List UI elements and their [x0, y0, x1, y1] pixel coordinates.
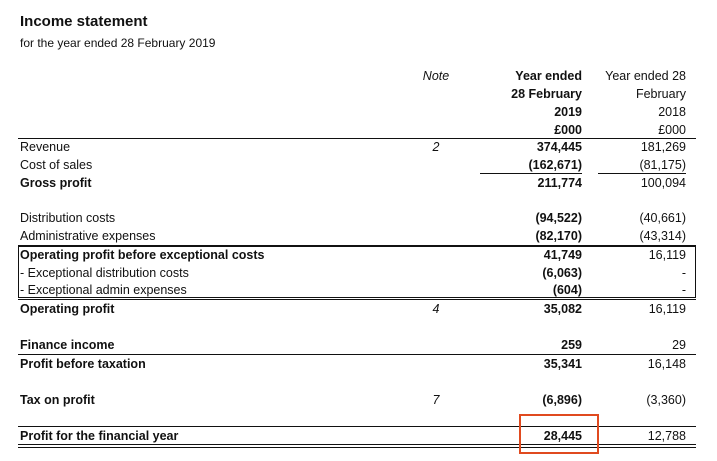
- row-current-value: (604): [552, 283, 582, 297]
- prior-year-header-line: February: [635, 87, 686, 101]
- row-label: Distribution costs: [20, 211, 116, 225]
- table-row-exceptional-admin: [0, 281, 717, 299]
- row-prior-value: 16,148: [647, 357, 686, 371]
- row-note: 7: [432, 393, 440, 407]
- row-prior-value: 29: [672, 338, 686, 352]
- current-year-header-line: 2019: [554, 105, 582, 119]
- row-prior-value: 12,788: [647, 429, 686, 443]
- row-prior-value: (43,314): [639, 229, 686, 243]
- row-note: 4: [432, 302, 440, 316]
- row-current-value: (6,063): [542, 266, 582, 280]
- row-prior-value: (3,360): [646, 393, 686, 407]
- row-prior-value: 16,119: [648, 302, 686, 316]
- row-current-value: 35,341: [543, 357, 582, 371]
- row-prior-value: 181,269: [640, 140, 686, 154]
- row-label: Profit for the financial year: [20, 429, 179, 443]
- row-label: Operating profit before exceptional costs: [20, 248, 265, 262]
- table-row-revenue: [0, 138, 717, 156]
- table-row-cost-of-sales: [0, 156, 717, 174]
- row-label: Operating profit: [20, 302, 115, 316]
- row-prior-value: (81,175): [639, 158, 686, 172]
- prior-year-header-line: Year ended 28: [605, 69, 686, 83]
- statement-subtitle: for the year ended 28 February 2019: [20, 36, 216, 50]
- row-label: - Exceptional admin expenses: [20, 283, 187, 297]
- row-current-value: 28,445: [543, 429, 582, 443]
- table-row-profit-for-financial-year: [0, 427, 717, 445]
- row-prior-value: 16,119: [648, 248, 686, 262]
- row-current-value: (6,896): [542, 393, 582, 407]
- table-row-finance-income: [0, 336, 717, 354]
- current-year-header-line: 28 February: [511, 87, 582, 101]
- prior-year-header-line: 2018: [658, 105, 686, 119]
- row-note: 2: [432, 140, 440, 154]
- row-current-value: 211,774: [537, 176, 582, 190]
- row-prior-value: 100,094: [640, 176, 686, 190]
- row-prior-value: (40,661): [639, 211, 686, 225]
- current-year-column-header: [480, 67, 582, 139]
- row-label: Revenue: [20, 140, 71, 154]
- table-row-distribution-costs: [0, 209, 717, 227]
- row-label: Administrative expenses: [20, 229, 156, 243]
- row-current-value: (94,522): [535, 211, 582, 225]
- table-row-administrative-expenses: [0, 227, 717, 245]
- prior-year-header-line: £000: [658, 123, 686, 137]
- table-row-exceptional-distribution: [0, 264, 717, 282]
- row-current-value: 41,749: [543, 248, 582, 262]
- row-label: - Exceptional distribution costs: [20, 266, 189, 280]
- row-current-value: 35,082: [543, 302, 582, 316]
- row-label: Gross profit: [20, 176, 92, 190]
- row-current-value: 259: [561, 338, 582, 352]
- table-row-tax-on-profit: [0, 391, 717, 409]
- note-column-header: Note: [422, 69, 450, 83]
- table-row-profit-before-taxation: [0, 355, 717, 373]
- row-current-value: (162,671): [528, 158, 582, 172]
- row-current-value: 374,445: [536, 140, 582, 154]
- row-prior-value: -: [681, 266, 686, 280]
- row-label: Tax on profit: [20, 393, 95, 407]
- table-row-operating-profit-before-exceptional: [0, 246, 717, 264]
- current-year-header-line: Year ended: [515, 69, 582, 83]
- row-label: Finance income: [20, 338, 115, 352]
- table-row-operating-profit: [0, 300, 717, 318]
- row-label: Profit before taxation: [20, 357, 146, 371]
- row-current-value: (82,170): [535, 229, 582, 243]
- statement-title: Income statement: [20, 13, 148, 30]
- row-prior-value: -: [681, 283, 686, 297]
- prior-year-column-header: [590, 67, 686, 139]
- current-year-header-line: £000: [554, 123, 582, 137]
- highlight-box: [519, 414, 599, 454]
- row-label: Cost of sales: [20, 158, 93, 172]
- table-row-gross-profit: [0, 174, 717, 192]
